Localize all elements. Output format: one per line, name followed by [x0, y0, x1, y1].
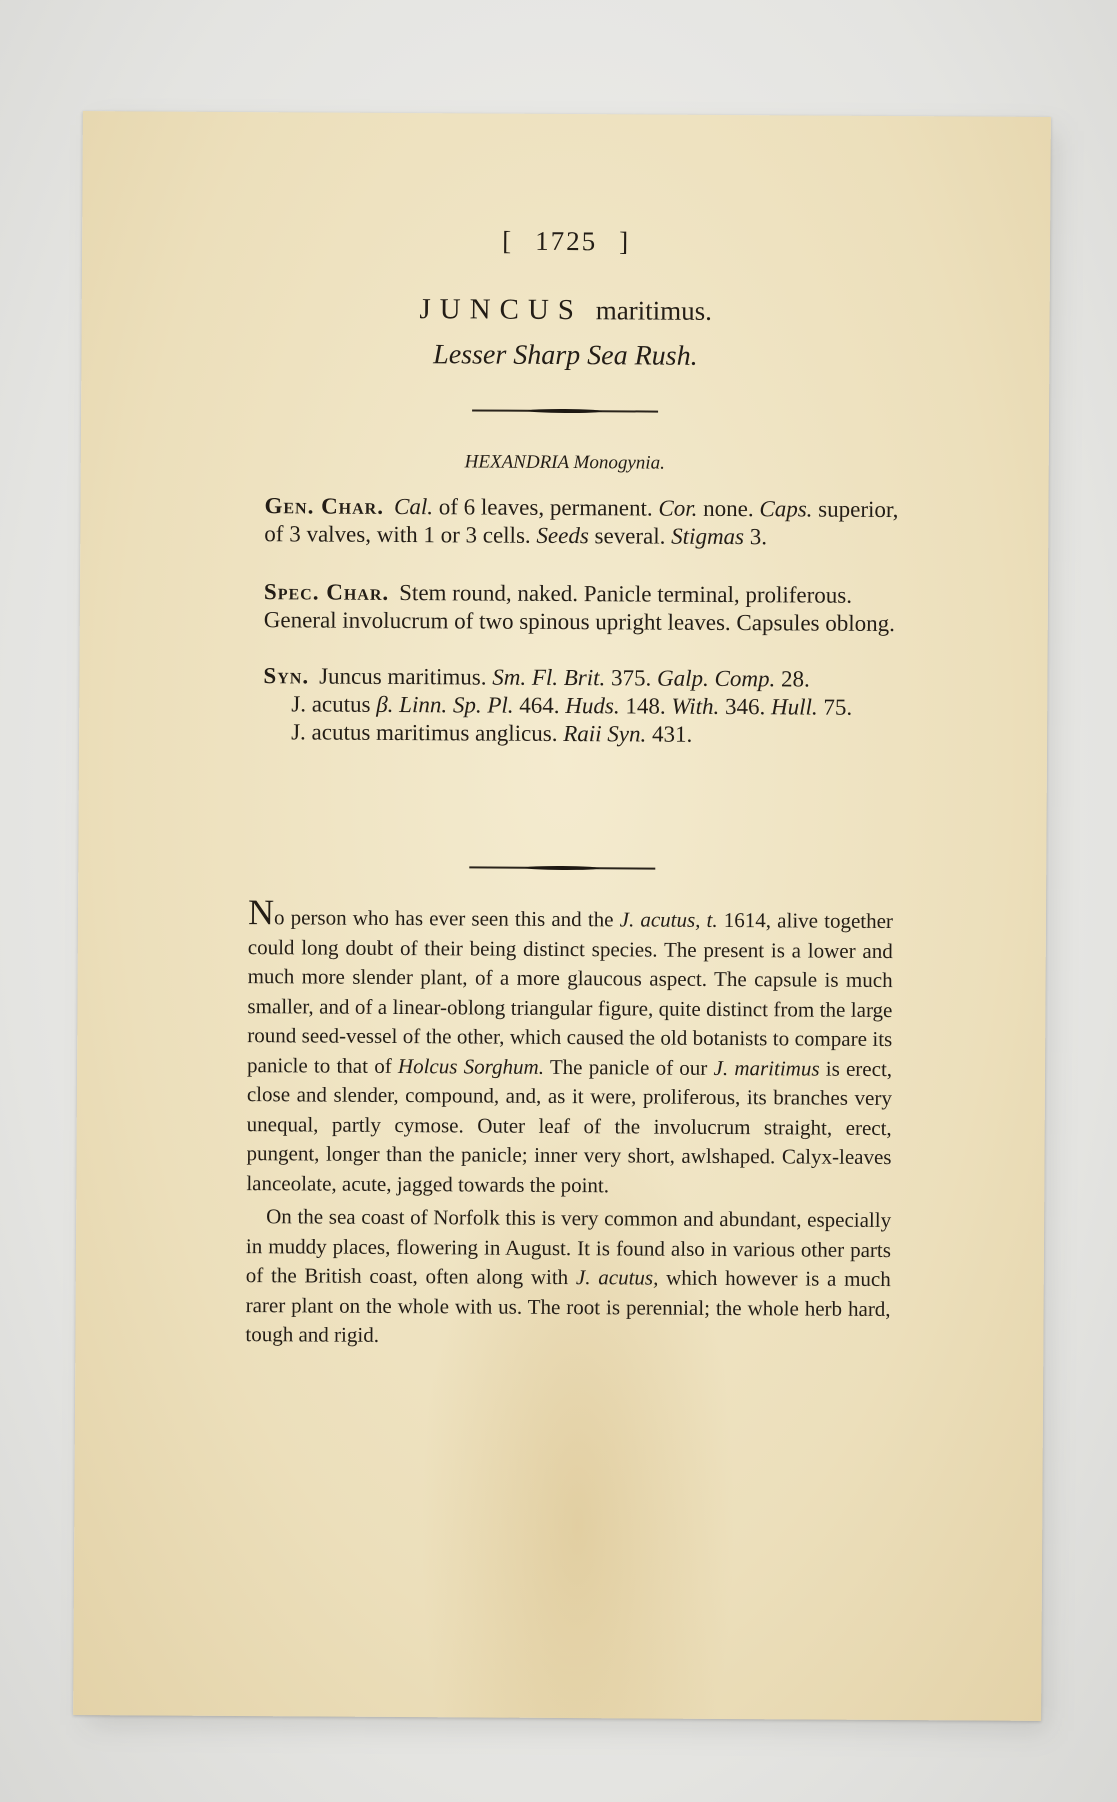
italic-run: Caps. — [759, 496, 813, 522]
synonym-line — [263, 718, 903, 750]
bracket-open: [ — [502, 225, 514, 256]
classification — [81, 449, 1049, 477]
italic-run: Raii Syn. — [563, 721, 647, 747]
ornamental-rule-bottom — [469, 866, 655, 869]
text-run: 431. — [646, 721, 693, 747]
page-title — [82, 291, 1050, 330]
text-run: 28. — [775, 666, 810, 692]
habitat-paragraph — [245, 1202, 891, 1353]
bracket-close: ] — [619, 226, 631, 257]
italic-run: Stigmas — [671, 523, 745, 550]
text-run: 464. — [513, 692, 566, 719]
italic-run: Hull. — [770, 694, 818, 720]
text-run: of 6 leaves, permanent. — [432, 494, 659, 521]
italic-run: Holcus Sorghum. — [397, 1053, 545, 1079]
synonym-line — [263, 690, 903, 722]
spec-char-label: Spec. Char. — [263, 579, 390, 605]
spec-char-text: Stem round, naked. Panicle terminal, proliferous. General involucrum of two spinous upright leaves. Capsules oblong. — [263, 579, 895, 637]
text-run: 75. — [817, 694, 853, 720]
text-run: 375. — [605, 665, 658, 691]
page-sheet — [73, 111, 1051, 1721]
generic-character — [264, 492, 904, 552]
page-number: 1725 — [535, 225, 598, 257]
syn-label: Syn. — [263, 663, 310, 689]
class-name: HEXANDRIA — [464, 451, 569, 474]
italic-run: Seeds — [536, 522, 589, 549]
text-run: J. acutus maritimus anglicus. — [291, 719, 564, 747]
order-name: Monogynia. — [573, 452, 665, 474]
italic-run: β. Linn. Sp. Pl. — [376, 691, 514, 718]
ornamental-rule-top — [472, 409, 658, 412]
page-number-line — [82, 223, 1050, 260]
italic-run: J. acutus, t. — [619, 907, 718, 932]
species-name: maritimus. — [595, 295, 713, 326]
synonyms — [263, 662, 904, 750]
italic-run: Galp. Comp. — [657, 665, 776, 692]
italic-run: J. maritimus — [713, 1055, 820, 1081]
italic-run: Cor. — [658, 495, 698, 521]
text-run: is erect, close and slender, compound, and, as it were, proliferous, its branches very unequal, partly cymose. Outer leaf of the involucrum straight, erect, pungent, longer than the panicle; inner very short, awlshaped. Calyx-leaves lanceolate, acute, jagged towards the point. — [246, 1056, 893, 1197]
text-run: J. acutus — [291, 691, 377, 717]
synonym-text — [291, 719, 692, 746]
italic-run: With. — [671, 693, 720, 719]
text-run: Juncus maritimus. — [319, 663, 493, 690]
text-run: 3. — [743, 524, 768, 550]
text-run: none. — [697, 495, 760, 522]
gen-char-label: Gen. Char. — [264, 493, 385, 519]
synonym-text — [291, 691, 852, 719]
italic-run: Sm. Fl. Brit. — [492, 664, 606, 691]
genus-name: JUNCUS — [419, 293, 584, 327]
common-name: Lesser Sharp Sea Rush. — [433, 339, 698, 372]
description-body — [245, 892, 894, 1357]
text-run: superior, of 3 valves, with 1 or 3 cells. — [264, 496, 899, 548]
synonym-text — [319, 664, 810, 692]
italic-run: Huds. — [565, 693, 620, 719]
specific-character — [264, 578, 904, 638]
text-run: The panicle of our — [543, 1054, 714, 1080]
italic-run: Cal. — [393, 493, 434, 520]
description-paragraph — [246, 892, 894, 1202]
italic-run: J. acutus, — [575, 1265, 659, 1290]
text-run: 148. — [619, 693, 672, 719]
text-run: 346. — [719, 693, 772, 720]
synonym-line — [263, 662, 903, 694]
text-run: On the sea coast of Norfolk this is very common and abundant, especially in muddy places, flowering in August. It is found also in various other parts of the British coast, often along with — [245, 1204, 892, 1290]
text-run: several. — [588, 523, 672, 549]
text-run: which however is a much rarer plant on the whole with us. The root is perennial; the whole herb hard, tough and rigid. — [245, 1265, 891, 1347]
text-run: 1614, alive together could long doubt of their being distinct species. The present is a lower and much more slender plant, of a more glaucous aspect. The capsule is much smaller, and of a linear-oblong triangular figure, quite distinct from the large round seed-vessel of the other, which caused the old botanists to compare its panicle to that of — [247, 907, 894, 1078]
text-run: No person who has ever seen this and the — [247, 892, 620, 933]
